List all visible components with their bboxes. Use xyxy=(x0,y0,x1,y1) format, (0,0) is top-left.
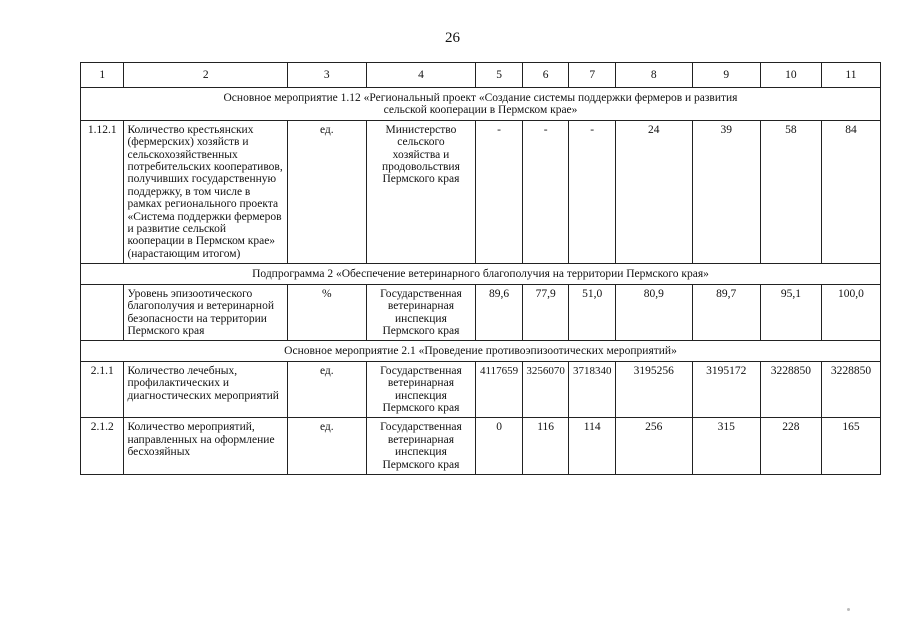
row-number xyxy=(81,284,124,341)
value-cell: 84 xyxy=(821,120,880,263)
value-cell: 315 xyxy=(692,418,760,475)
section-title xyxy=(81,88,881,121)
header-cell: 3 xyxy=(287,63,366,88)
responsible-org xyxy=(366,120,476,263)
unit-cell: ед. xyxy=(287,361,366,418)
value-cell: 77,9 xyxy=(522,284,569,341)
value-cell: 100,0 xyxy=(821,284,880,341)
table-row xyxy=(81,361,881,418)
value-cell: 165 xyxy=(821,418,880,475)
responsible-org-text: Государственная ветеринарная инспекция Пермского края xyxy=(380,421,462,471)
unit-cell: % xyxy=(287,284,366,341)
section-row xyxy=(81,264,881,284)
table-row xyxy=(81,418,881,475)
indicator-name: Уровень эпизоотического благополучия и ветеринарной безопасности на территории Пермского края xyxy=(124,284,288,341)
header-cell: 9 xyxy=(692,63,760,88)
header-cell: 5 xyxy=(476,63,523,88)
indicator-name: Количество крестьянских (фермерских) хозяйств и сельскохозяйственных потребительских кооперативов, получивших государственную поддержку, в том числе в рамках регионального проекта «Система поддержки фермеров и развитие сельской кооперации в Пермском крае» (нарастающим итогом) xyxy=(124,120,288,263)
scan-speck xyxy=(847,608,850,611)
indicators-table xyxy=(80,62,881,475)
value-cell: 58 xyxy=(760,120,821,263)
indicator-name: Количество мероприятий, направленных на оформление бесхозяйных xyxy=(124,418,288,475)
row-number: 2.1.2 xyxy=(81,418,124,475)
section-row xyxy=(81,341,881,361)
header-cell: 7 xyxy=(569,63,616,88)
value-cell: - xyxy=(569,120,616,263)
unit-cell: ед. xyxy=(287,120,366,263)
table-row xyxy=(81,284,881,341)
value-cell: - xyxy=(522,120,569,263)
responsible-org xyxy=(366,361,476,418)
row-number: 2.1.1 xyxy=(81,361,124,418)
header-cell: 10 xyxy=(760,63,821,88)
value-cell: 3195256 xyxy=(615,361,692,418)
responsible-org-text: Министерство сельского хозяйства и продовольствия Пермского края xyxy=(382,123,460,186)
row-number: 1.12.1 xyxy=(81,120,124,263)
responsible-org-text: Государственная ветеринарная инспекция Пермского края xyxy=(380,364,462,414)
value-cell: 228 xyxy=(760,418,821,475)
value-cell: 116 xyxy=(522,418,569,475)
value-cell: 89,6 xyxy=(476,284,523,341)
value-cell: 114 xyxy=(569,418,616,475)
value-cell: 3228850 xyxy=(821,361,880,418)
header-cell: 1 xyxy=(81,63,124,88)
header-cell: 8 xyxy=(615,63,692,88)
value-cell: 80,9 xyxy=(615,284,692,341)
value-cell: 4117659 xyxy=(476,361,523,418)
value-cell: 89,7 xyxy=(692,284,760,341)
page-number: 26 xyxy=(445,30,460,46)
value-cell: 3228850 xyxy=(760,361,821,418)
value-cell: 3718340 xyxy=(569,361,616,418)
header-cell: 4 xyxy=(366,63,476,88)
responsible-org xyxy=(366,418,476,475)
section-title-text: Основное мероприятие 1.12 «Региональный проект «Создание системы поддержки фермеров и развития сельской кооперации в Пермском крае» xyxy=(223,92,738,117)
value-cell: 256 xyxy=(615,418,692,475)
section-title: Подпрограмма 2 «Обеспечение ветеринарного благополучия на территории Пермского края» xyxy=(81,264,881,284)
header-cell: 6 xyxy=(522,63,569,88)
responsible-org xyxy=(366,284,476,341)
value-cell: - xyxy=(476,120,523,263)
value-cell: 0 xyxy=(476,418,523,475)
section-title: Основное мероприятие 2.1 «Проведение противоэпизоотических мероприятий» xyxy=(81,341,881,361)
value-cell: 95,1 xyxy=(760,284,821,341)
value-cell: 24 xyxy=(615,120,692,263)
section-row xyxy=(81,88,881,121)
value-cell: 39 xyxy=(692,120,760,263)
indicator-name: Количество лечебных, профилактических и диагностических мероприятий xyxy=(124,361,288,418)
value-cell: 51,0 xyxy=(569,284,616,341)
table-row xyxy=(81,120,881,263)
unit-cell: ед. xyxy=(287,418,366,475)
value-cell: 3256070 xyxy=(522,361,569,418)
header-row xyxy=(81,63,881,88)
value-cell: 3195172 xyxy=(692,361,760,418)
header-cell: 11 xyxy=(821,63,880,88)
header-cell: 2 xyxy=(124,63,288,88)
responsible-org-text: Государственная ветеринарная инспекция Пермского края xyxy=(380,287,462,337)
